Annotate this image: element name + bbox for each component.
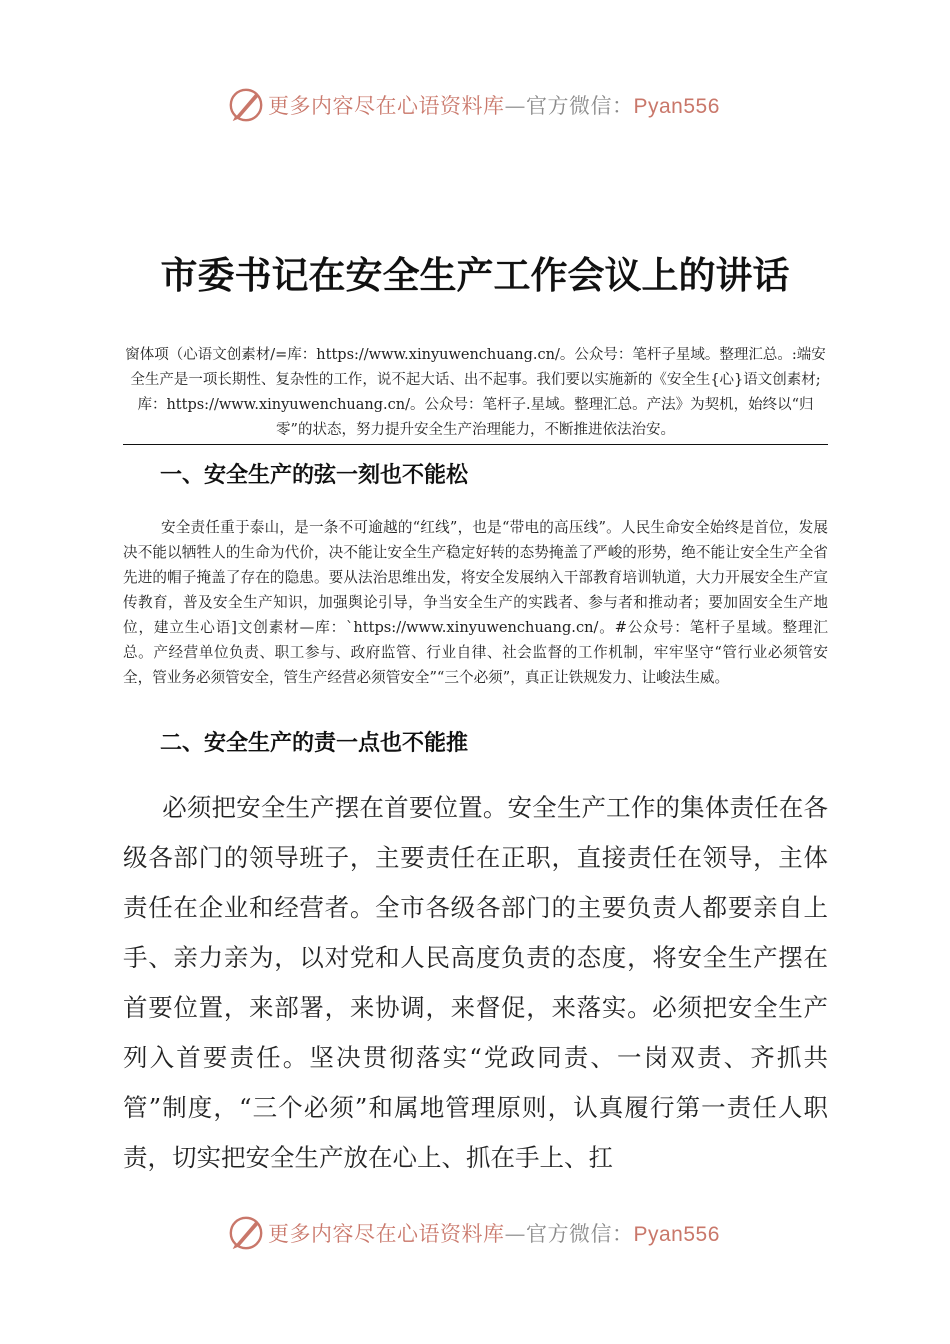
document-title: 市委书记在安全生产工作会议上的讲话 bbox=[160, 254, 790, 297]
section-heading-2: 二、安全生产的责一点也不能推 bbox=[160, 731, 469, 756]
banner-text bbox=[268, 1218, 720, 1248]
banner-wechat-id: Pyan556 bbox=[633, 95, 720, 118]
section-1-paragraph: 安全责任重于泰山，是一条不可逾越的“红线”，也是“带电的高压线”。人民生命安全始终是首位，发展决不能以牺牲人的生命为代价，决不能让安全生产稳定好转的态势掩盖了严峻的形势，绝不能让安全生产全省先进的帽子掩盖了存在的隐患。要从法治思维出发，将安全发展纳入干部教育培训轨道，大力开展安全生产宣传教育，普及安全生产知识，加强舆论引导，争当安全生产的实践者、参与者和推动者；要加固安全生产地位，建立生心语]文创素材—库：`https://www.xinyuwenchuang.cn/。#公众号：笔杆子星域。整理汇总。产经营单位负责、职工参与、政府监管、行业自律、社会监督的工作机制，牢牢坚守“管行业必须管安全，管业务必须管安全，管生产经营必须管安全”“三个必须”，真正让铁规发力、让峻法生威。 bbox=[123, 519, 828, 686]
quill-pen-logo-icon bbox=[227, 86, 265, 124]
section-2-paragraph: 必须把安全生产摆在首要位置。安全生产工作的集体责任在各级各部门的领导班子，主要责任在正职，直接责任在领导，主体责任在企业和经营者。全市各级各部门的主要负责人都要亲自上手、亲力亲为，以对党和人民高度负责的态度，将安全生产摆在首要位置，来部署，来协调，来督促，来落实。必须把安全生产列入首要责任。坚决贯彻落实“党政同责、一岗双责、齐抓共管”制度，“三个必须”和属地管理原则，认真履行第一责任人职责，切实把安全生产放在心上、抓在手上、扛 bbox=[123, 793, 828, 1172]
banner-wechat-label: 官方微信： bbox=[526, 1222, 634, 1246]
banner-wechat-label: 官方微信： bbox=[526, 94, 634, 118]
intro-paragraph: 窗体项（心语文创素材/=库：https://www.xinyuwenchuang.cn/。公众号：笔杆子星域。整理汇总。:端安全生产是一项长期性、复杂性的工作，说不起大话、出不起事。我们要以实施新的《安全生{心}语文创素材;库：https://www.xinyuwenchuang.cn/。公众号：笔杆子.星域。整理汇总。产法》为契机，始终以“归零”的状态，努力提升安全生产治理能力，不断推进依法治安。 bbox=[125, 347, 826, 438]
header-watermark-banner bbox=[0, 80, 950, 130]
banner-separator: — bbox=[504, 94, 526, 118]
banner-brand: 更多内容尽在心语资料库 bbox=[268, 1222, 505, 1246]
section-heading-1: 一、安全生产的弦一刻也不能松 bbox=[160, 463, 469, 488]
horizontal-divider bbox=[123, 444, 828, 445]
banner-separator: — bbox=[504, 1222, 526, 1246]
banner-wechat-id: Pyan556 bbox=[633, 1223, 720, 1246]
banner-text bbox=[268, 90, 720, 120]
quill-pen-logo-icon bbox=[227, 1214, 265, 1252]
footer-watermark-banner bbox=[0, 1208, 950, 1258]
banner-brand: 更多内容尽在心语资料库 bbox=[268, 94, 505, 118]
